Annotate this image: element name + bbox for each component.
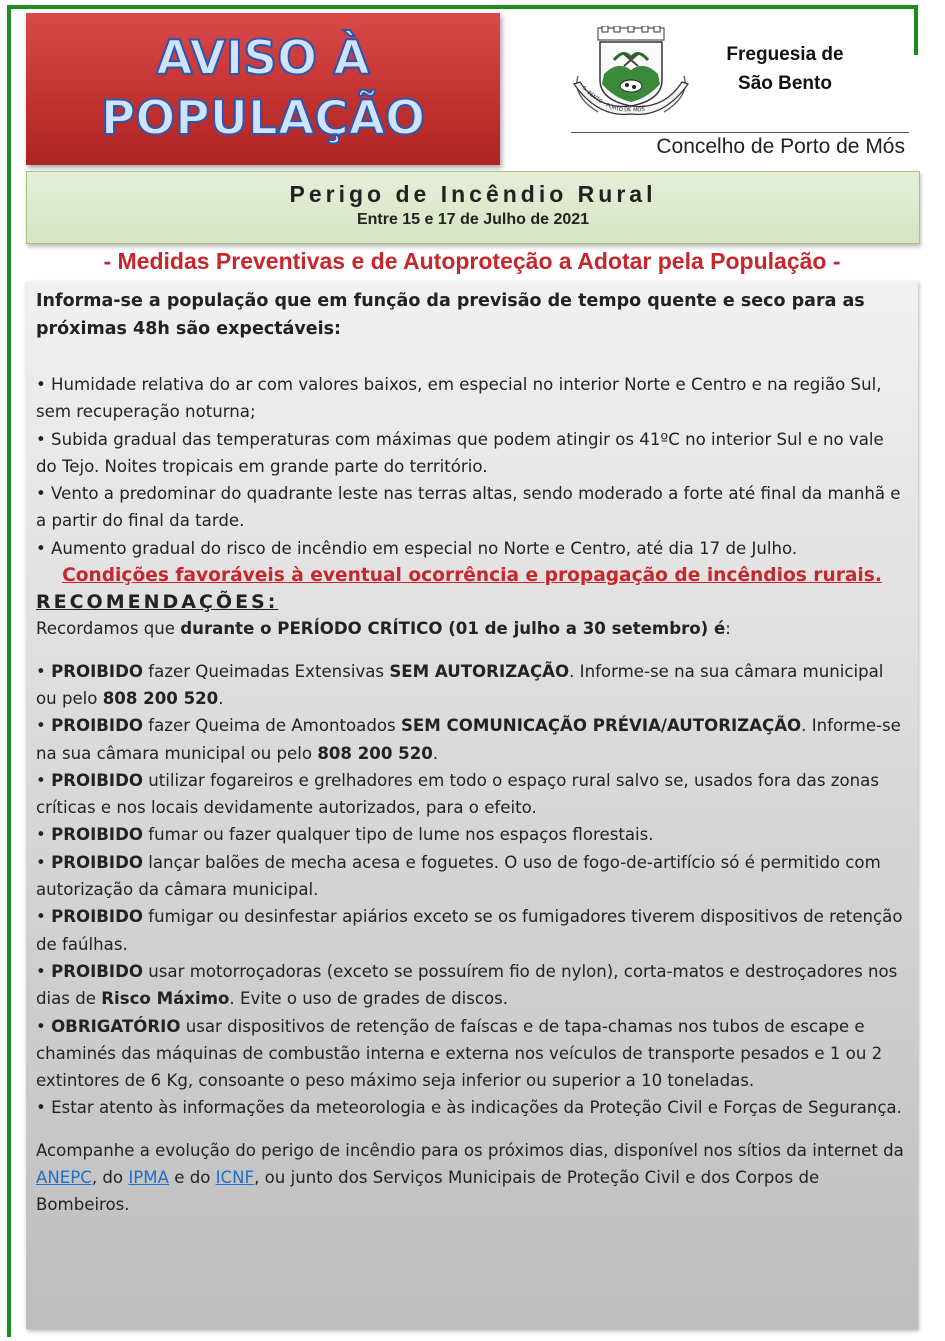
forecast-item: • Subida gradual das temperaturas com máximas que podem atingir os 41ºC no interior Sul e no vale do Tejo. Noites tropicais em grande parte do território. — [36, 429, 884, 476]
parish-crest-icon — [568, 26, 694, 118]
recommendation-item: • PROIBIDO fumar ou fazer qualquer tipo de lume nos espaços florestais. — [36, 825, 654, 845]
page-frame-top — [10, 5, 918, 9]
page-frame-right — [914, 5, 918, 55]
recommendation-item: • Estar atento às informações da meteorologia e às indicações da Proteção Civil e Forças de Segurança. — [36, 1098, 902, 1118]
danger-box — [26, 171, 920, 244]
banner-line-1: AVISO À — [156, 31, 370, 86]
parish-name — [700, 40, 870, 98]
notice-banner — [26, 13, 500, 165]
forecast-item: • Humidade relativa do ar com valores baixos, em especial no interior Norte e Centro e na região Sul, sem recuperação noturna; — [36, 375, 882, 422]
parish-line-1: Freguesia de — [726, 44, 844, 65]
recommendations-lead: Recordamos que durante o PERÍODO CRÍTICO (01 de julho a 30 setembro) é: — [36, 619, 731, 639]
icnf-link[interactable]: ICNF — [215, 1168, 255, 1188]
banner-line-2: POPULAÇÃO — [100, 91, 426, 146]
recommendation-item: • OBRIGATÓRIO usar dispositivos de retenção de faíscas e de tapa-chamas nos tubos de escape e chaminés das máquinas de combustão interna e externa nos veículos de transporte pesados e 1 ou 2 extintores de 6 Kg, consoante o peso máximo seja inferior ou superior a 10 toneladas. — [36, 1016, 883, 1091]
council-name: Concelho de Porto de Mós — [656, 135, 905, 158]
danger-title: Perigo de Incêndio Rural — [289, 181, 657, 207]
alert-text: Condições favoráveis à eventual ocorrência e propagação de incêndios rurais. — [62, 565, 882, 587]
page-frame-left — [7, 5, 11, 1337]
recommendation-item: • PROIBIDO fazer Queimadas Extensivas SEM AUTORIZAÇÃO. Informe-se na sua câmara municipal ou pelo 808 200 520. — [36, 661, 884, 708]
ipma-link[interactable]: IPMA — [128, 1168, 169, 1188]
forecast-item: • Vento a predominar do quadrante leste nas terras altas, sendo moderado a forte até final da manhã e a partir do final da tarde. — [36, 484, 901, 531]
intro-text: Informa-se a população que em função da previsão de tempo quente e seco para as próximas 48h são expectáveis: — [36, 291, 865, 339]
header-divider — [571, 132, 909, 133]
anepc-link[interactable]: ANEPC — [36, 1168, 92, 1188]
recommendation-item: • PROIBIDO lançar balões de mecha acesa e foguetes. O uso de fogo-de-artifício só é permitido com autorização da câmara municipal. — [36, 852, 881, 900]
danger-dates: Entre 15 e 17 de Julho de 2021 — [356, 211, 590, 228]
recommendation-item: • PROIBIDO utilizar fogareiros e grelhadores em todo o espaço rural salvo se, usados fora das zonas críticas e nos locais devidamente autorizados, para o efeito. — [36, 770, 879, 818]
recommendation-item: • PROIBIDO fazer Queima de Amontoados SEM COMUNICAÇÃO PRÉVIA/AUTORIZAÇÃO. Informe-se na sua câmara municipal ou pelo 808 200 520. — [36, 716, 901, 763]
footer-text: Acompanhe a evolução do perigo de incêndio para os próximos dias, disponível nos sítios da internet da ANEPC, do IPMA e do ICNF, ou junto dos Serviços Municipais de Proteção Civil e dos Corpos de Bombeiros. — [36, 1140, 904, 1215]
recommendation-item: • PROIBIDO usar motorroçadoras (exceto se possuírem fio de nylon), corta-matos e destroçadores nos dias de Risco Máximo. Evite o uso de grades de discos. — [36, 961, 898, 1009]
recommendation-item: • PROIBIDO fumigar ou desinfestar apiários exceto se os fumigadores tiverem dispositivos de retenção de faúlhas. — [36, 907, 903, 954]
content-panel — [26, 281, 918, 1329]
parish-line-2: São Bento — [738, 73, 832, 94]
crest-ribbon-text: S. BENTO - PORTO DE MÓS — [580, 85, 646, 114]
measures-title: - Medidas Preventivas e de Autoproteção a Adotar pela População - — [103, 248, 841, 274]
recommendations-heading: RECOMENDAÇÕES: — [36, 591, 279, 614]
forecast-item: • Aumento gradual do risco de incêndio em especial no Norte e Centro, até dia 17 de Julho. — [36, 538, 798, 558]
